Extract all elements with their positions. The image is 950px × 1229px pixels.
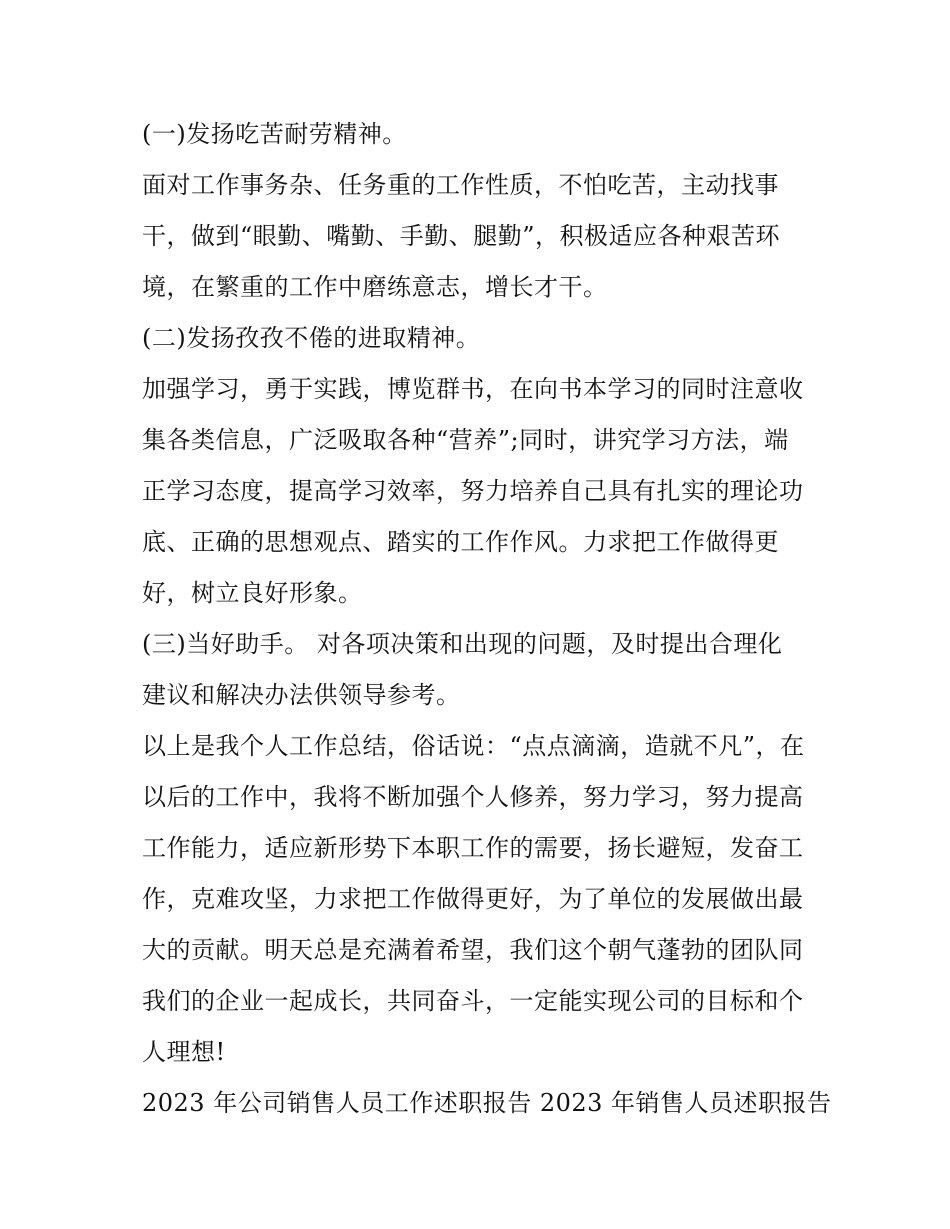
paragraph-line: 人理想! (142, 1038, 226, 1066)
paragraph-line: 大的贡献。明天总是充满着希望，我们这个朝气蓬勃的团队同 (142, 936, 804, 964)
paragraph-line: 境，在繁重的工作中磨练意志，增长才干。 (142, 273, 608, 301)
paragraph-line: 以后的工作中，我将不断加强个人修养，努力学习，努力提高 (142, 783, 804, 811)
heading-3: (三)当好助手。 对各项决策和出现的问题，及时提出合理化 (142, 630, 783, 658)
paragraph-line: 集各类信息，广泛吸取各种“营养”;同时，讲究学习方法，端 (142, 426, 789, 454)
heading-2: (二)发扬孜孜不倦的进取精神。 (142, 324, 481, 352)
paragraph-line: 干，做到“眼勤、嘴勤、手勤、腿勤”，积极适应各种艰苦环 (142, 222, 781, 250)
paragraph-line: 底、正确的思想观点、踏实的工作作风。力求把工作做得更 (142, 528, 779, 556)
paragraph-line: 面对工作事务杂、任务重的工作性质，不怕吃苦，主动找事 (142, 171, 779, 199)
paragraph-line: 以上是我个人工作总结，俗话说：“点点滴滴，造就不凡”，在 (142, 732, 805, 760)
heading-1: (一)发扬吃苦耐劳精神。 (142, 120, 407, 148)
paragraph-line: 我们的企业一起成长，共同奋斗，一定能实现公司的目标和个 (142, 987, 804, 1015)
document-body (142, 109, 832, 1129)
paragraph-line: 加强学习，勇于实践，博览群书，在向书本学习的同时注意收 (142, 375, 804, 403)
paragraph-line: 正学习态度，提高学习效率，努力培养自己具有扎实的理论功 (142, 477, 804, 505)
paragraph-line: 作，克难攻坚，力求把工作做得更好，为了单位的发展做出最 (142, 885, 804, 913)
paragraph-line: 建议和解决办法供领导参考。 (142, 681, 461, 709)
paragraph-line: 工作能力，适应新形势下本职工作的需要，扬长避短，发奋工 (142, 834, 804, 862)
paragraph-line: 好，树立良好形象。 (142, 579, 363, 607)
report-title-line: 2023 年公司销售人员工作述职报告 2023 年销售人员述职报告 (142, 1089, 832, 1117)
